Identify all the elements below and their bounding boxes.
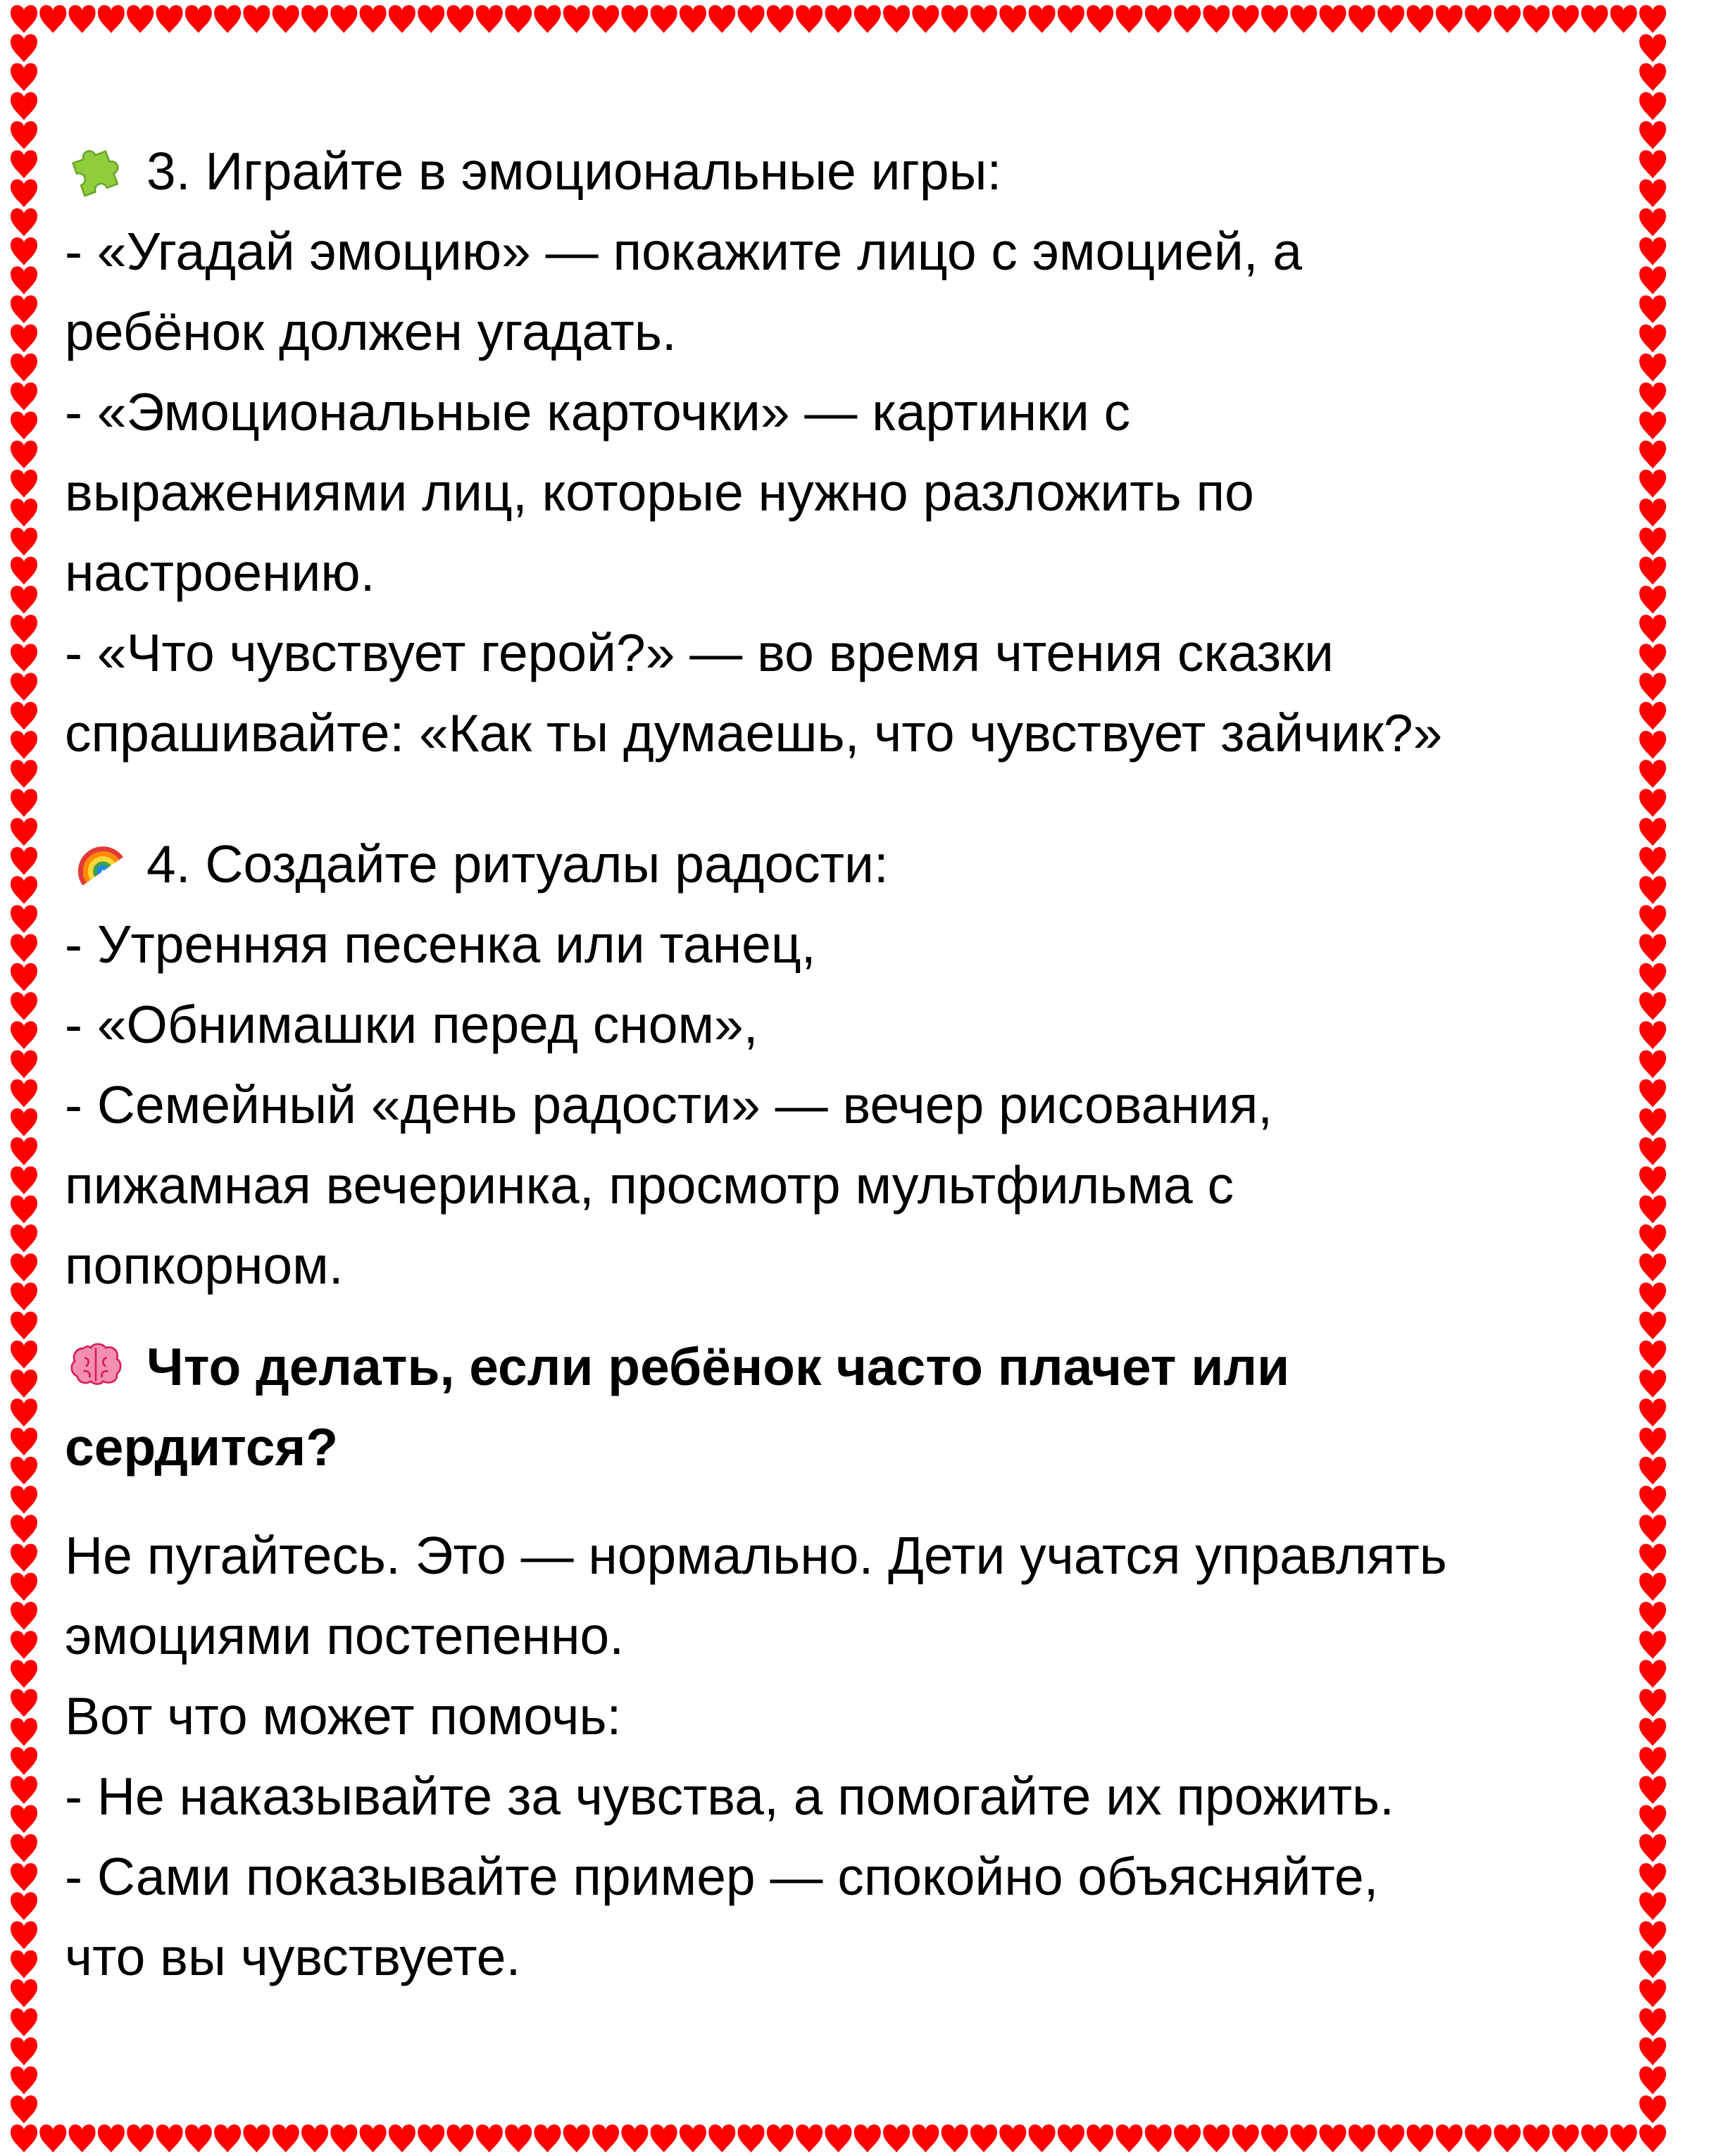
heart-icon xyxy=(505,5,532,33)
text-line: выражениями лиц, которые нужно разложить по xyxy=(65,463,1254,522)
heart-icon xyxy=(98,2124,125,2152)
heart-icon xyxy=(11,673,37,701)
heart-icon xyxy=(1261,5,1288,33)
heart-icon xyxy=(1116,2124,1143,2152)
text-line: эмоциями постепенно. xyxy=(65,1606,625,1665)
heart-icon xyxy=(360,5,387,33)
heart-icon xyxy=(11,1370,37,1398)
heart-icon xyxy=(1029,2124,1056,2152)
heart-icon xyxy=(1610,2124,1637,2152)
heart-icon xyxy=(11,1457,37,1485)
heart-icon xyxy=(708,2124,735,2152)
heart-icon xyxy=(330,5,357,33)
heart-icon xyxy=(39,5,66,33)
heart-icon xyxy=(1290,2124,1317,2152)
heart-icon xyxy=(11,2038,37,2066)
heart-icon xyxy=(330,2124,357,2152)
heart-icon xyxy=(11,121,37,149)
heart-icon xyxy=(1494,2124,1520,2152)
heart-icon xyxy=(11,411,37,439)
heart-icon xyxy=(389,5,415,33)
heart-icon xyxy=(1639,63,1666,92)
heart-icon xyxy=(11,5,37,33)
heart-icon xyxy=(883,5,910,33)
heart-icon xyxy=(592,2124,619,2152)
heart-icon xyxy=(69,2124,96,2152)
heart-icon xyxy=(941,2124,968,2152)
heart-icon xyxy=(1639,5,1666,33)
heart-icon xyxy=(825,2124,852,2152)
heart-icon xyxy=(1377,5,1404,33)
heart-icon xyxy=(1494,5,1520,33)
section-crying-heading-row xyxy=(65,1327,1649,1407)
heart-icon xyxy=(11,760,37,788)
heart-icon xyxy=(11,1515,37,1543)
heart-icon xyxy=(1639,2095,1666,2124)
heart-icon xyxy=(11,847,37,875)
heart-icon xyxy=(11,1776,37,1804)
heart-icon xyxy=(1203,2124,1230,2152)
heart-icon xyxy=(651,5,677,33)
heart-icon xyxy=(11,1747,37,1775)
text-line: Вот что может помочь: xyxy=(65,1686,622,1746)
heart-icon xyxy=(563,5,590,33)
heart-icon xyxy=(1087,2124,1113,2152)
text-line: пижамная вечеринка, просмотр мультфильма с xyxy=(65,1155,1234,1215)
heart-icon xyxy=(1465,2124,1491,2152)
heart-icon xyxy=(11,1196,37,1224)
heart-icon xyxy=(1377,2124,1404,2152)
heart-icon xyxy=(11,1253,37,1281)
heart-icon xyxy=(11,325,37,353)
heart-icon xyxy=(767,5,794,33)
heart-icon xyxy=(11,963,37,991)
heart-icon xyxy=(1639,34,1666,62)
text-line: - Сами показывайте пример — спокойно объясняйте, xyxy=(65,1847,1379,1906)
heart-icon xyxy=(854,5,881,33)
heart-icon xyxy=(505,2124,532,2152)
heart-icon xyxy=(11,1224,37,1253)
heart-icon xyxy=(127,2124,154,2152)
heart-icon xyxy=(418,2124,444,2152)
heart-icon xyxy=(360,2124,387,2152)
heart-icon xyxy=(1639,2067,1666,2095)
heart-icon xyxy=(11,905,37,933)
heart-icon xyxy=(1581,5,1608,33)
text-line: - «Что чувствует герой?» — во время чтения сказки xyxy=(65,623,1334,682)
heart-icon xyxy=(11,63,37,92)
heart-icon xyxy=(11,1979,37,2007)
text-line: что вы чувствуете. xyxy=(65,1927,521,1986)
heart-icon xyxy=(447,2124,474,2152)
heart-icon xyxy=(447,5,474,33)
heart-icon xyxy=(1145,2124,1172,2152)
heart-icon xyxy=(11,1834,37,1862)
heart-icon xyxy=(11,1079,37,1108)
puzzle-icon xyxy=(65,137,127,199)
heart-icon xyxy=(11,92,37,120)
heart-icon xyxy=(563,2124,590,2152)
heart-icon xyxy=(1320,2124,1346,2152)
heart-icon xyxy=(11,1689,37,1717)
heart-icon xyxy=(825,5,852,33)
heart-icon xyxy=(854,2124,881,2152)
heart-icon xyxy=(11,382,37,410)
heart-icon xyxy=(11,557,37,585)
heart-icon xyxy=(11,237,37,265)
heart-icon xyxy=(680,5,706,33)
heart-icon xyxy=(11,180,37,208)
heart-icon xyxy=(592,5,619,33)
heart-icon xyxy=(11,2124,37,2152)
text-line: - Семейный «день радости» — вечер рисования, xyxy=(65,1075,1273,1134)
heart-icon xyxy=(11,150,37,178)
heart-icon xyxy=(11,586,37,614)
section-crying-heading-cont: сердится? xyxy=(65,1417,339,1477)
heart-icon xyxy=(11,1892,37,1920)
heart-icon xyxy=(11,34,37,62)
text-line: - Утренняя песенка или танец, xyxy=(65,915,816,974)
heart-icon xyxy=(11,1137,37,1165)
heart-icon xyxy=(1174,5,1201,33)
heart-icon xyxy=(11,353,37,382)
rainbow-icon xyxy=(65,830,127,892)
text-line: спрашивайте: «Как ты думаешь, что чувствует зайчик?» xyxy=(65,703,1443,763)
heart-icon xyxy=(11,1950,37,1979)
heart-icon xyxy=(156,2124,183,2152)
text-line: настроению. xyxy=(65,543,375,602)
heart-icon xyxy=(1261,2124,1288,2152)
heart-icon xyxy=(11,1398,37,1427)
text-line: - «Угадай эмоцию» — покажите лицо с эмоцией, а xyxy=(65,222,1303,281)
heart-icon xyxy=(127,5,154,33)
heart-icon xyxy=(11,441,37,469)
heart-icon xyxy=(1436,5,1463,33)
heart-icon xyxy=(1523,5,1550,33)
heart-icon xyxy=(69,5,96,33)
section-games-heading-row xyxy=(65,131,1649,211)
heart-icon xyxy=(11,499,37,527)
heart-icon xyxy=(11,1341,37,1369)
heart-icon xyxy=(11,1863,37,1891)
heart-icon xyxy=(11,1312,37,1340)
heart-icon xyxy=(243,5,270,33)
text-line: - Не наказывайте за чувства, а помогайте их прожить. xyxy=(65,1767,1394,1826)
section-crying xyxy=(65,1327,1649,1997)
heart-icon xyxy=(1203,5,1230,33)
heart-icon xyxy=(11,266,37,294)
heart-icon xyxy=(1029,5,1056,33)
heart-icon xyxy=(11,702,37,730)
heart-icon xyxy=(301,2124,328,2152)
page-content xyxy=(65,131,1649,1997)
heart-icon xyxy=(11,1167,37,1195)
heart-icon xyxy=(1407,5,1434,33)
heart-icon xyxy=(796,2124,822,2152)
heart-icon xyxy=(534,2124,561,2152)
heart-icon xyxy=(11,1718,37,1746)
section-rituals-heading-row xyxy=(65,824,1649,904)
heart-icon xyxy=(476,2124,503,2152)
heart-icon xyxy=(185,2124,212,2152)
heart-icon xyxy=(1639,2008,1666,2036)
heart-icon xyxy=(796,5,822,33)
heart-icon xyxy=(1116,5,1143,33)
heart-icon xyxy=(621,5,648,33)
heart-icon xyxy=(11,876,37,904)
text-line: Не пугайтесь. Это — нормально. Дети учатся управлять xyxy=(65,1526,1447,1585)
heart-icon xyxy=(651,2124,677,2152)
heart-icon xyxy=(11,1602,37,1630)
heart-icon xyxy=(11,1108,37,1136)
heart-icon xyxy=(767,2124,794,2152)
heart-icon xyxy=(680,2124,706,2152)
heart-icon xyxy=(11,1428,37,1456)
heart-icon xyxy=(1232,2124,1259,2152)
heart-icon xyxy=(738,2124,765,2152)
heart-icon xyxy=(1407,2124,1434,2152)
heart-icon xyxy=(1058,2124,1084,2152)
heart-icon xyxy=(912,5,939,33)
heart-icon xyxy=(11,818,37,846)
heart-icon xyxy=(1436,2124,1463,2152)
heart-icon xyxy=(1349,2124,1375,2152)
heart-icon xyxy=(301,5,328,33)
section-games xyxy=(65,131,1649,773)
brain-icon xyxy=(65,1333,127,1395)
section-crying-heading: Что делать, если ребёнок часто плачет или xyxy=(146,1337,1290,1396)
heart-icon xyxy=(708,5,735,33)
heart-icon xyxy=(39,2124,66,2152)
heart-icon xyxy=(11,2095,37,2124)
heart-icon xyxy=(1639,2124,1666,2152)
heart-icon xyxy=(185,5,212,33)
heart-icon xyxy=(11,1805,37,1834)
heart-icon xyxy=(1320,5,1346,33)
heart-icon xyxy=(273,5,299,33)
heart-icon xyxy=(1232,5,1259,33)
text-line: - «Обнимашки перед сном», xyxy=(65,995,758,1054)
heart-icon xyxy=(1610,5,1637,33)
heart-icon xyxy=(98,5,125,33)
heart-icon xyxy=(970,2124,997,2152)
heart-icon xyxy=(738,5,765,33)
heart-icon xyxy=(11,208,37,237)
heart-icon xyxy=(243,2124,270,2152)
heart-icon xyxy=(912,2124,939,2152)
heart-icon xyxy=(1552,2124,1579,2152)
heart-icon xyxy=(389,2124,415,2152)
heart-icon xyxy=(11,2067,37,2095)
heart-icon xyxy=(11,1051,37,1079)
heart-icon xyxy=(11,470,37,498)
heart-icon xyxy=(999,2124,1026,2152)
heart-icon xyxy=(11,296,37,324)
text-line: попкорном. xyxy=(65,1236,344,1295)
heart-icon xyxy=(1639,92,1666,120)
text-line: ребёнок должен угадать. xyxy=(65,302,677,361)
heart-icon xyxy=(1087,5,1113,33)
heart-icon xyxy=(418,5,444,33)
heart-icon xyxy=(11,1922,37,1950)
heart-icon xyxy=(1145,5,1172,33)
heart-icon xyxy=(11,644,37,672)
heart-icon xyxy=(11,1486,37,1514)
heart-icon xyxy=(941,5,968,33)
heart-icon xyxy=(1290,5,1317,33)
heart-icon xyxy=(11,934,37,963)
section-rituals-heading: 4. Создайте ритуалы радости: xyxy=(146,834,889,894)
section-games-heading: 3. Играйте в эмоциональные игры: xyxy=(146,142,1002,201)
heart-icon xyxy=(11,1282,37,1310)
heart-icon xyxy=(11,789,37,817)
heart-icon xyxy=(11,2008,37,2036)
heart-icon xyxy=(1349,5,1375,33)
heart-icon xyxy=(11,992,37,1020)
heart-icon xyxy=(11,1631,37,1659)
heart-icon xyxy=(970,5,997,33)
heart-icon xyxy=(1552,5,1579,33)
heart-icon xyxy=(11,527,37,556)
heart-icon xyxy=(1174,2124,1201,2152)
heart-icon xyxy=(534,5,561,33)
heart-icon xyxy=(11,1573,37,1601)
heart-icon xyxy=(11,615,37,643)
heart-icon xyxy=(156,5,183,33)
heart-icon xyxy=(11,731,37,759)
heart-icon xyxy=(273,2124,299,2152)
heart-icon xyxy=(621,2124,648,2152)
heart-icon xyxy=(214,5,241,33)
heart-icon xyxy=(476,5,503,33)
section-rituals xyxy=(65,824,1649,1305)
heart-icon xyxy=(999,5,1026,33)
heart-icon xyxy=(1581,2124,1608,2152)
heart-icon xyxy=(883,2124,910,2152)
heart-icon xyxy=(1639,2038,1666,2066)
heart-icon xyxy=(11,1021,37,1049)
heart-icon xyxy=(1465,5,1491,33)
text-line: - «Эмоциональные карточки» — картинки с xyxy=(65,382,1131,441)
heart-icon xyxy=(11,1544,37,1572)
heart-icon xyxy=(11,1660,37,1688)
heart-icon xyxy=(214,2124,241,2152)
heart-icon xyxy=(1523,2124,1550,2152)
heart-icon xyxy=(1058,5,1084,33)
